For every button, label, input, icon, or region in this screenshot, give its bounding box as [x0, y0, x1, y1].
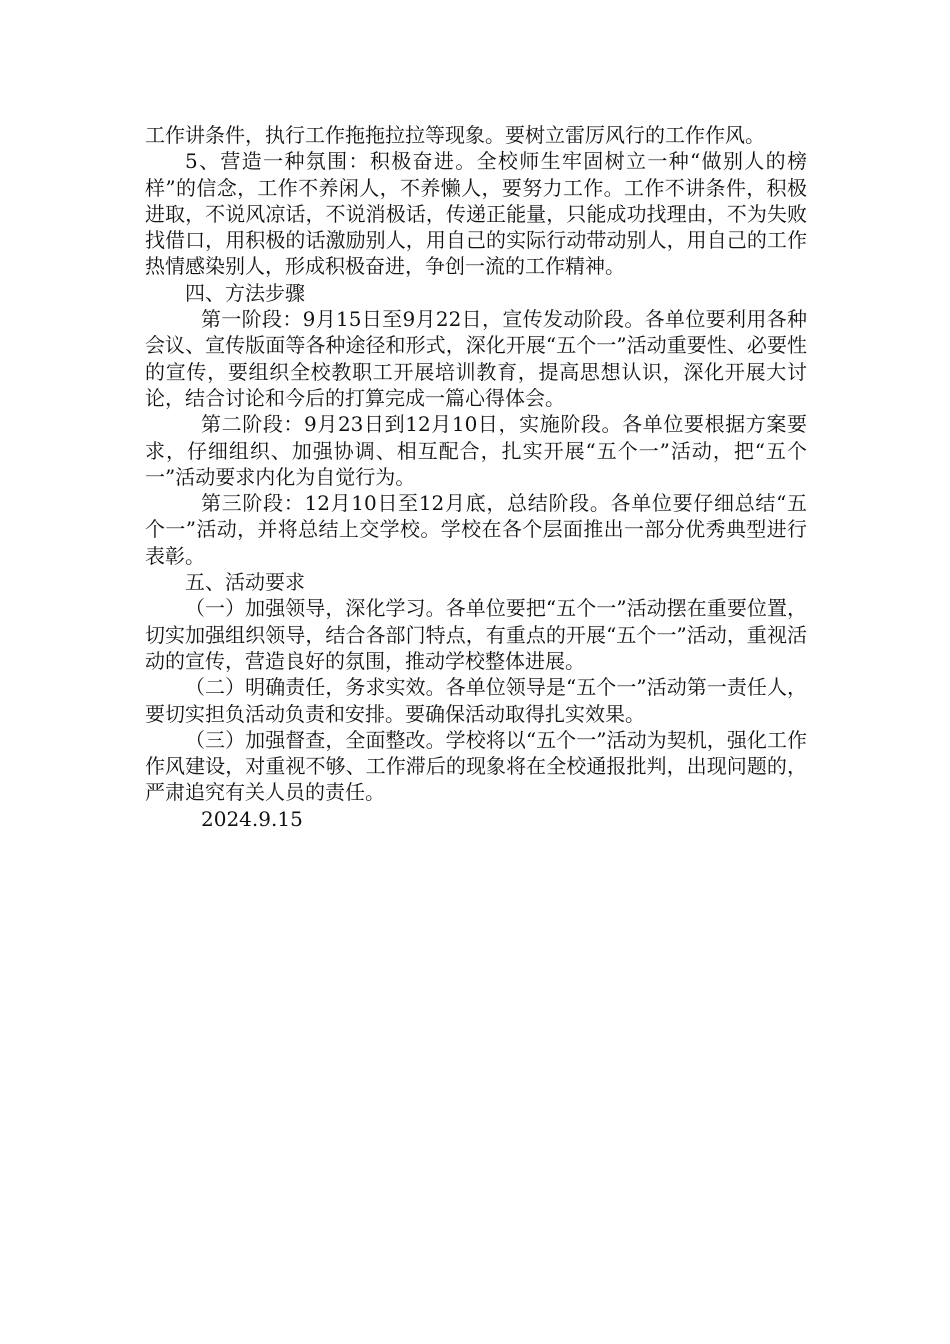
paragraph-stage-three: 第三阶段：12月10日至12月底，总结阶段。各单位要仔细总结“五个一”活动，并将总结上交学校。学校在各个层面推出一部分优秀典型进行表彰。	[145, 491, 807, 568]
document-date: 2024.9.15	[201, 806, 303, 831]
section-heading-requirements: 五、活动要求	[185, 570, 305, 595]
paragraph-atmosphere: 5、营造一种氛围：积极奋进。全校师生牢固树立一种“做别人的榜样”的信念，工作不养闲人，不养懒人，要努力工作。工作不讲条件，积极进取，不说风凉话，不说消极话，传递正能量，只能成功找理由，不为失败找借口，用积极的话激励别人，用自己的实际行动带动别人，用自己的工作热情感染别人，形成积极奋进，争创一流的工作精神。	[145, 149, 807, 279]
paragraph-requirement-three: （三）加强督查，全面整改。学校将以“五个一”活动为契机，强化工作作风建设，对重视不够、工作滞后的现象将在全校通报批判，出现问题的，严肃追究有关人员的责任。	[145, 727, 807, 805]
paragraph-requirement-one: （一）加强领导，深化学习。各单位要把“五个一”活动摆在重要位置，切实加强组织领导，结合各部门特点，有重点的开展“五个一”活动，重视活动的宣传，营造良好的氛围，推动学校整体进展。	[145, 596, 807, 673]
paragraph-requirement-two: （二）明确责任，务求实效。各单位领导是“五个一”活动第一责任人，要切实担负活动负责和安排。要确保活动取得扎实效果。	[145, 675, 807, 726]
section-heading-methods: 四、方法步骤	[185, 280, 305, 305]
paragraph-work-style-end: 工作讲条件，执行工作拖拖拉拉等现象。要树立雷厉风行的工作作风。	[145, 123, 765, 147]
paragraph-stage-one: 第一阶段：9月15日至9月22日，宣传发动阶段。各单位要利用各种会议、宣传版面等各种途径和形式，深化开展“五个一”活动重要性、必要性的宣传，要组织全校教职工开展培训教育，提高思想认识，深化开展大讨论，结合讨论和今后的打算完成一篇心得体会。	[145, 307, 807, 410]
document-body	[145, 122, 807, 832]
paragraph-stage-two: 第二阶段：9月23日到12月10日，实施阶段。各单位要根据方案要求，仔细组织、加强协调、相互配合，扎实开展“五个一”活动，把“五个一”活动要求内化为自觉行为。	[145, 412, 807, 489]
